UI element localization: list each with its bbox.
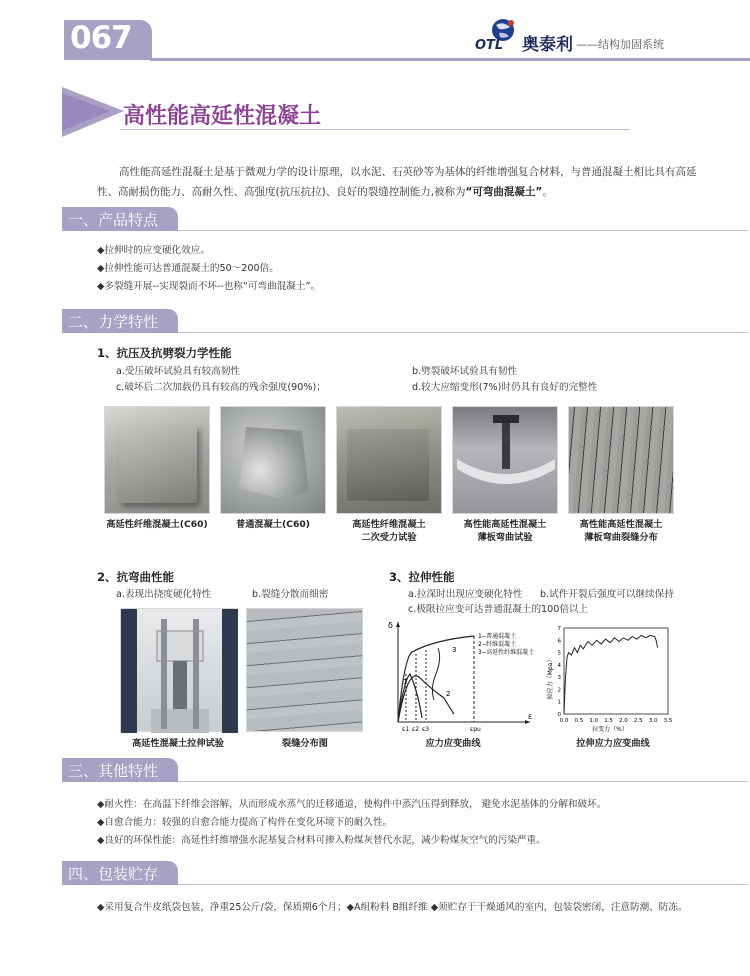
title-rule	[120, 129, 630, 130]
note-item: a.表现出挠度硬化特性	[116, 589, 212, 600]
photo-normal-cube	[220, 406, 326, 514]
curve-label: 3	[452, 646, 457, 654]
x-tick-label: 2.0	[619, 718, 628, 724]
list-item: ◆拉伸时的应变硬化效应。	[97, 245, 210, 256]
caption-line: 薄板弯曲试验	[477, 532, 533, 543]
list-item: ◆拉伸性能可达普通混凝土的50～200倍。	[97, 263, 279, 274]
x-tick-label: 0.0	[559, 718, 569, 724]
y-tick-label: 3	[557, 675, 561, 682]
section-header-mechanics	[62, 309, 178, 333]
y-axis-label: δ	[388, 621, 393, 630]
plot-frame	[564, 628, 668, 714]
brand-name: 奥泰利	[522, 35, 573, 55]
y-tick-label: 6	[557, 638, 561, 645]
brand-tagline: ——结构加固系统	[576, 38, 664, 51]
schematic-stress-strain-chart	[378, 618, 538, 734]
photo-caption: 高延性纤维混凝土(C60)	[106, 519, 208, 530]
otl-globe-logo-icon	[475, 18, 519, 52]
photo-tensile-test-machine	[120, 608, 237, 732]
page-title: 高性能高延性混凝土	[123, 104, 322, 129]
y-tick-label: 5	[557, 650, 561, 657]
photo-crack-distribution	[568, 406, 674, 514]
title-arrow-icon	[62, 87, 124, 137]
caption-line: 薄板弯曲裂缝分布	[584, 532, 658, 543]
legend-entry: 3--高延性纤维混凝土	[478, 649, 535, 656]
section-rule	[178, 884, 748, 885]
chart-caption: 拉伸应力应变曲线	[576, 738, 650, 749]
note-item: c.破坏后二次加载仍具有较高的残余强度(90%)；	[116, 382, 326, 393]
photo-thin-plate-bending	[452, 406, 558, 514]
section-header-features	[62, 207, 178, 231]
y-arrow	[396, 622, 400, 627]
section-title: 一、产品特点	[68, 211, 159, 229]
x-tick-label: ε1	[402, 726, 410, 733]
caption-line: 高性能高延性混凝土	[579, 519, 663, 530]
caption-line: 二次受力试验	[361, 532, 417, 543]
section-header-other	[62, 758, 178, 782]
x-tick-label: εpu	[470, 726, 481, 733]
subsection-title: 3、拉伸性能	[389, 570, 455, 584]
photo-caption: 高延性混凝土拉伸试验	[132, 738, 224, 749]
intro-highlight: “可弯曲混凝土”	[465, 186, 543, 198]
section-rule	[178, 230, 748, 231]
list-item: ◆自愈合能力：较强的自愈合能力提高了构件在变化环境下的耐久性。	[97, 817, 393, 828]
section-header-packaging	[62, 861, 178, 885]
photo-crack-map	[246, 608, 363, 732]
photo-caption	[331, 518, 447, 544]
photo-caption	[447, 518, 563, 544]
note-item: a.受压破坏试验具有较高韧性	[116, 366, 241, 377]
x-tick-label: ε2	[412, 726, 420, 733]
x-tick-label: 0.5	[574, 718, 584, 724]
feature-list	[97, 242, 320, 296]
x-tick-label: ε3	[422, 726, 430, 733]
intro-text: 高性能高延性混凝土是基于微观力学的设计原理，以水泥、石英砂等为基体的纤维增强复合材料，与普通混凝土相比具有高延性、高耐损伤能力、高耐久性、高强度(抗压抗拉)、良好的裂缝控制能力,被称为	[97, 166, 697, 198]
photo-ductile-cube	[104, 406, 210, 514]
legend-entry: 1--普通混凝土	[478, 633, 517, 640]
intro-end: 。	[542, 186, 553, 198]
x-tick-label: 3.5	[663, 718, 673, 724]
curve-ductile-concrete	[398, 636, 474, 722]
logo-text: OTL	[475, 38, 504, 53]
caption-line: 高性能高延性混凝土	[463, 519, 547, 530]
x-tick-label: 1.0	[589, 718, 599, 724]
other-features-list	[97, 796, 737, 850]
list-item: ◆耐火性：在高温下纤维会溶解，从而形成水蒸气的迁移通道，使构件中蒸汽压得到释放， 避免水泥基体的分解和破坏。	[97, 799, 607, 810]
x-tick-label: 2.5	[633, 718, 643, 724]
curve-label: 1	[403, 678, 408, 686]
page-header	[0, 0, 750, 64]
photo-second-load-cube	[336, 406, 442, 514]
subsection-title: 2、抗弯曲性能	[97, 570, 175, 584]
section-title: 二、力学特性	[68, 313, 159, 331]
x-tick-label: 3.0	[648, 718, 658, 724]
note-item: b.劈裂破坏试验具有韧性	[412, 366, 518, 377]
tensile-series-line	[564, 635, 658, 714]
list-item: ◆采用复合牛皮纸袋包装，净重25公斤/袋，保质期6个月；◆A组粉料 B组纤维 ◆须贮存于干燥通风的室内，包装袋密闭，注意防潮、防冻。	[97, 902, 688, 913]
photo-caption: 裂缝分布图	[282, 738, 328, 749]
note-item: d.较大应缩变形(7%)时仍具有良好的完整性	[412, 382, 598, 393]
intro-paragraph	[97, 162, 697, 202]
y-tick-label: 2	[557, 687, 561, 694]
list-item: ◆良好的环保性能：高延性纤维增强水泥基复合材料可掺入粉煤灰替代水泥，减少粉煤灰空气的污染严重。	[97, 835, 546, 846]
section-rule	[178, 332, 748, 333]
section-title: 三、其他特性	[68, 762, 159, 780]
legend-entry: 2--纤维混凝土	[478, 641, 517, 648]
subsection-title: 1、抗压及抗劈裂力学性能	[97, 346, 232, 360]
packaging-list	[97, 899, 742, 917]
y-tick-label: 7	[557, 626, 561, 632]
x-axis-label: ε	[528, 712, 533, 721]
photo-caption: 普通混凝土(C60)	[236, 519, 310, 530]
photo-caption	[563, 518, 679, 544]
note-item: c.极限拉应变可达普通混凝土的100倍以上	[408, 604, 589, 615]
y-tick-label: 4	[557, 662, 561, 669]
page-number: 067	[70, 20, 132, 56]
y-tick-label: 1	[557, 699, 561, 706]
x-tick-label: 1.5	[604, 718, 613, 724]
chart-caption: 应力应变曲线	[425, 738, 481, 749]
caption-line: 高延性纤维混凝土	[352, 519, 426, 530]
section-title: 四、包装贮存	[68, 865, 159, 883]
y-tick-label: 0	[557, 712, 561, 718]
note-item: b.裂缝分散而细密	[252, 589, 329, 600]
list-item: ◆多裂缝开展--实现裂而不坏--也称“可弯曲混凝土”。	[97, 281, 321, 292]
header-rule	[150, 58, 750, 61]
note-item: a.拉深时出现应变硬化特性	[408, 589, 523, 600]
section-rule	[178, 781, 748, 782]
x-axis-label: 拉变力（%）	[592, 726, 628, 733]
tensile-stress-strain-chart	[548, 618, 678, 734]
y-axis-label: 拉应力（Mpa）	[547, 656, 554, 700]
curve-label: 2	[446, 690, 451, 698]
note-item: b.试件开裂后强度可以继续保持	[540, 589, 674, 600]
